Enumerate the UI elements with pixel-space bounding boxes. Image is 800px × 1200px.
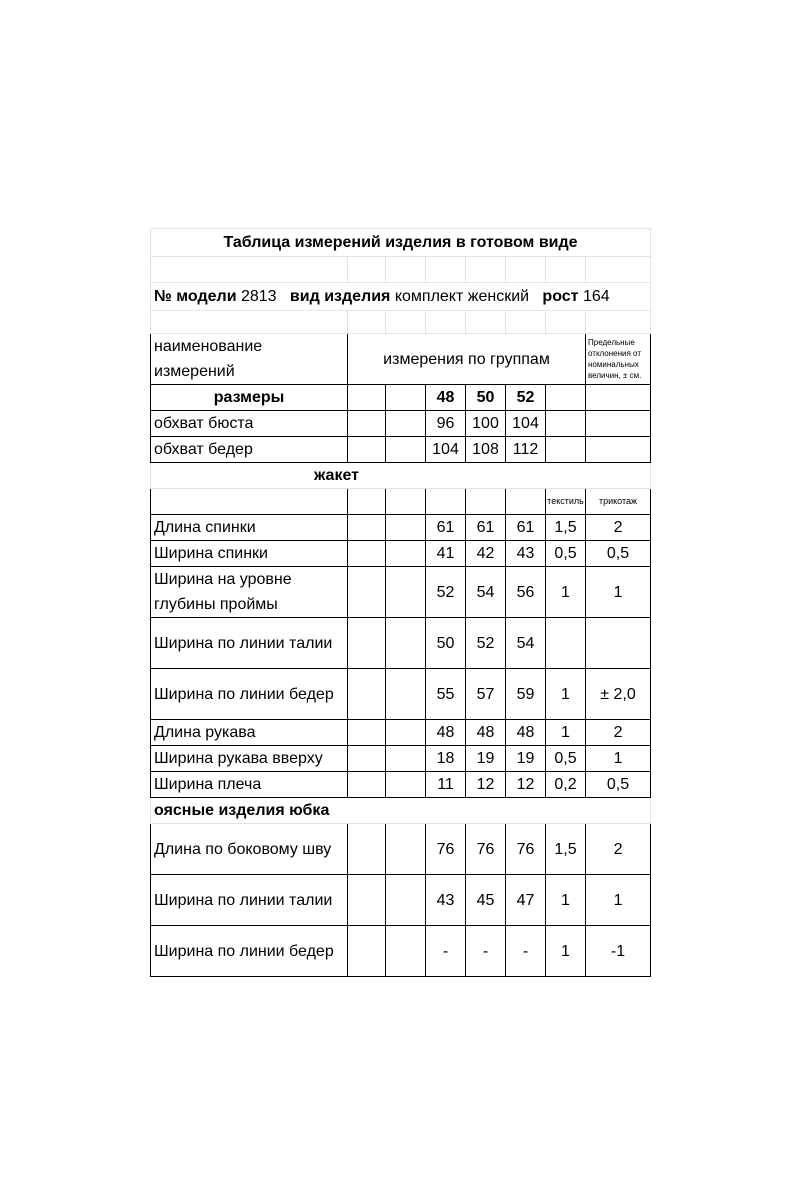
row-knit-tolerance: 2 (586, 515, 651, 541)
section-row (151, 798, 651, 824)
row-value: 52 (466, 618, 506, 669)
row-textile-tolerance: 0,5 (546, 746, 586, 772)
row-value: 41 (426, 541, 466, 567)
table-row (151, 824, 651, 875)
row-label: Ширина рукава вверху (151, 746, 348, 772)
table-row (151, 926, 651, 977)
table-row (151, 618, 651, 669)
table-row (151, 772, 651, 798)
row-value: 48 (466, 720, 506, 746)
row-label: Ширина плеча (151, 772, 348, 798)
row-value: 48 (426, 720, 466, 746)
row-label: Ширина по линии талии (151, 875, 348, 926)
model-info-row (151, 283, 651, 311)
row-value: 76 (506, 824, 546, 875)
size-48: 48 (426, 385, 466, 411)
row-value: 56 (506, 567, 546, 618)
row-label: Ширина спинки (151, 541, 348, 567)
row-knit-tolerance: 2 (586, 720, 651, 746)
row-value: 54 (466, 567, 506, 618)
row-value: 55 (426, 669, 466, 720)
item-type-label: вид изделия (289, 288, 391, 305)
row-label: Длина по боковому шву (151, 824, 348, 875)
table-row (151, 411, 651, 437)
spacer-row (151, 257, 651, 283)
row-label: Ширина по линии бедер (151, 669, 348, 720)
row-value: 45 (466, 875, 506, 926)
measurement-sheet (150, 228, 650, 977)
row-value: - (466, 926, 506, 977)
row-value: 48 (506, 720, 546, 746)
row-textile-tolerance: 1 (546, 720, 586, 746)
row-value: 54 (506, 618, 546, 669)
row-value: 18 (426, 746, 466, 772)
row-label: обхват бедер (151, 437, 348, 463)
row-textile-tolerance (546, 618, 586, 669)
row-knit-tolerance: 2 (586, 824, 651, 875)
row-value: 42 (466, 541, 506, 567)
row-value: 104 (506, 411, 546, 437)
row-label: Длина спинки (151, 515, 348, 541)
table-row (151, 567, 651, 618)
sizes-label: размеры (151, 385, 348, 411)
sizes-row (151, 385, 651, 411)
row-value: 96 (426, 411, 466, 437)
row-value: 43 (426, 875, 466, 926)
row-value: 108 (466, 437, 506, 463)
row-value: 12 (466, 772, 506, 798)
row-value: 76 (426, 824, 466, 875)
item-type-value: комплект женский (394, 288, 530, 305)
section-skirt: оясные изделия юбка (151, 798, 651, 824)
row-value: 52 (426, 567, 466, 618)
size-50: 50 (466, 385, 506, 411)
row-knit-tolerance: 1 (586, 567, 651, 618)
height-value: 164 (582, 288, 610, 305)
table-row (151, 541, 651, 567)
row-textile-tolerance: 1 (546, 926, 586, 977)
row-value: 61 (426, 515, 466, 541)
table-row (151, 875, 651, 926)
row-value: 61 (506, 515, 546, 541)
row-textile-tolerance: 0,2 (546, 772, 586, 798)
fabric-row (151, 489, 651, 515)
row-label: Ширина на уровне глубины проймы (151, 567, 348, 618)
section-jacket: жакет (151, 463, 651, 489)
row-value: 59 (506, 669, 546, 720)
fabric-textile: текстиль (546, 489, 586, 515)
row-knit-tolerance: 1 (586, 875, 651, 926)
table-row (151, 746, 651, 772)
model-number-label: № модели (154, 288, 237, 305)
header-name: наименование измерений (151, 334, 348, 385)
header-row (151, 334, 651, 385)
row-value: 76 (466, 824, 506, 875)
measurement-table (150, 228, 651, 977)
row-value: 57 (466, 669, 506, 720)
row-value: 12 (506, 772, 546, 798)
model-info (151, 283, 651, 311)
spacer-row (151, 311, 651, 334)
table-title: Таблица измерений изделия в готовом виде (151, 229, 651, 257)
row-label: Ширина по линии бедер (151, 926, 348, 977)
height-label: рост (542, 288, 579, 305)
row-knit-tolerance: 1 (586, 746, 651, 772)
row-knit-tolerance: -1 (586, 926, 651, 977)
table-row (151, 515, 651, 541)
title-row (151, 229, 651, 257)
row-value: 19 (506, 746, 546, 772)
row-textile-tolerance: 1,5 (546, 515, 586, 541)
row-label: Ширина по линии талии (151, 618, 348, 669)
row-value: 43 (506, 541, 546, 567)
row-value: 11 (426, 772, 466, 798)
section-row (151, 463, 651, 489)
row-value: 61 (466, 515, 506, 541)
row-knit-tolerance: 0,5 (586, 541, 651, 567)
row-value: 100 (466, 411, 506, 437)
row-value: 47 (506, 875, 546, 926)
table-row (151, 669, 651, 720)
fabric-knit: трикотаж (586, 489, 651, 515)
row-label: Длина рукава (151, 720, 348, 746)
row-knit-tolerance (586, 618, 651, 669)
row-textile-tolerance: 1 (546, 669, 586, 720)
row-textile-tolerance: 0,5 (546, 541, 586, 567)
table-row (151, 437, 651, 463)
header-groups: измерения по группам (348, 334, 586, 385)
table-row (151, 720, 651, 746)
row-textile-tolerance: 1,5 (546, 824, 586, 875)
row-value: 104 (426, 437, 466, 463)
row-textile-tolerance: 1 (546, 875, 586, 926)
row-knit-tolerance: ± 2,0 (586, 669, 651, 720)
row-knit-tolerance: 0,5 (586, 772, 651, 798)
row-value: - (506, 926, 546, 977)
row-value: - (426, 926, 466, 977)
row-textile-tolerance: 1 (546, 567, 586, 618)
row-label: обхват бюста (151, 411, 348, 437)
model-number-value: 2813 (240, 288, 277, 305)
row-value: 50 (426, 618, 466, 669)
row-value: 19 (466, 746, 506, 772)
header-tolerance: Предельные отклонения от номинальных величин, ± см. (586, 334, 651, 385)
row-value: 112 (506, 437, 546, 463)
size-52: 52 (506, 385, 546, 411)
